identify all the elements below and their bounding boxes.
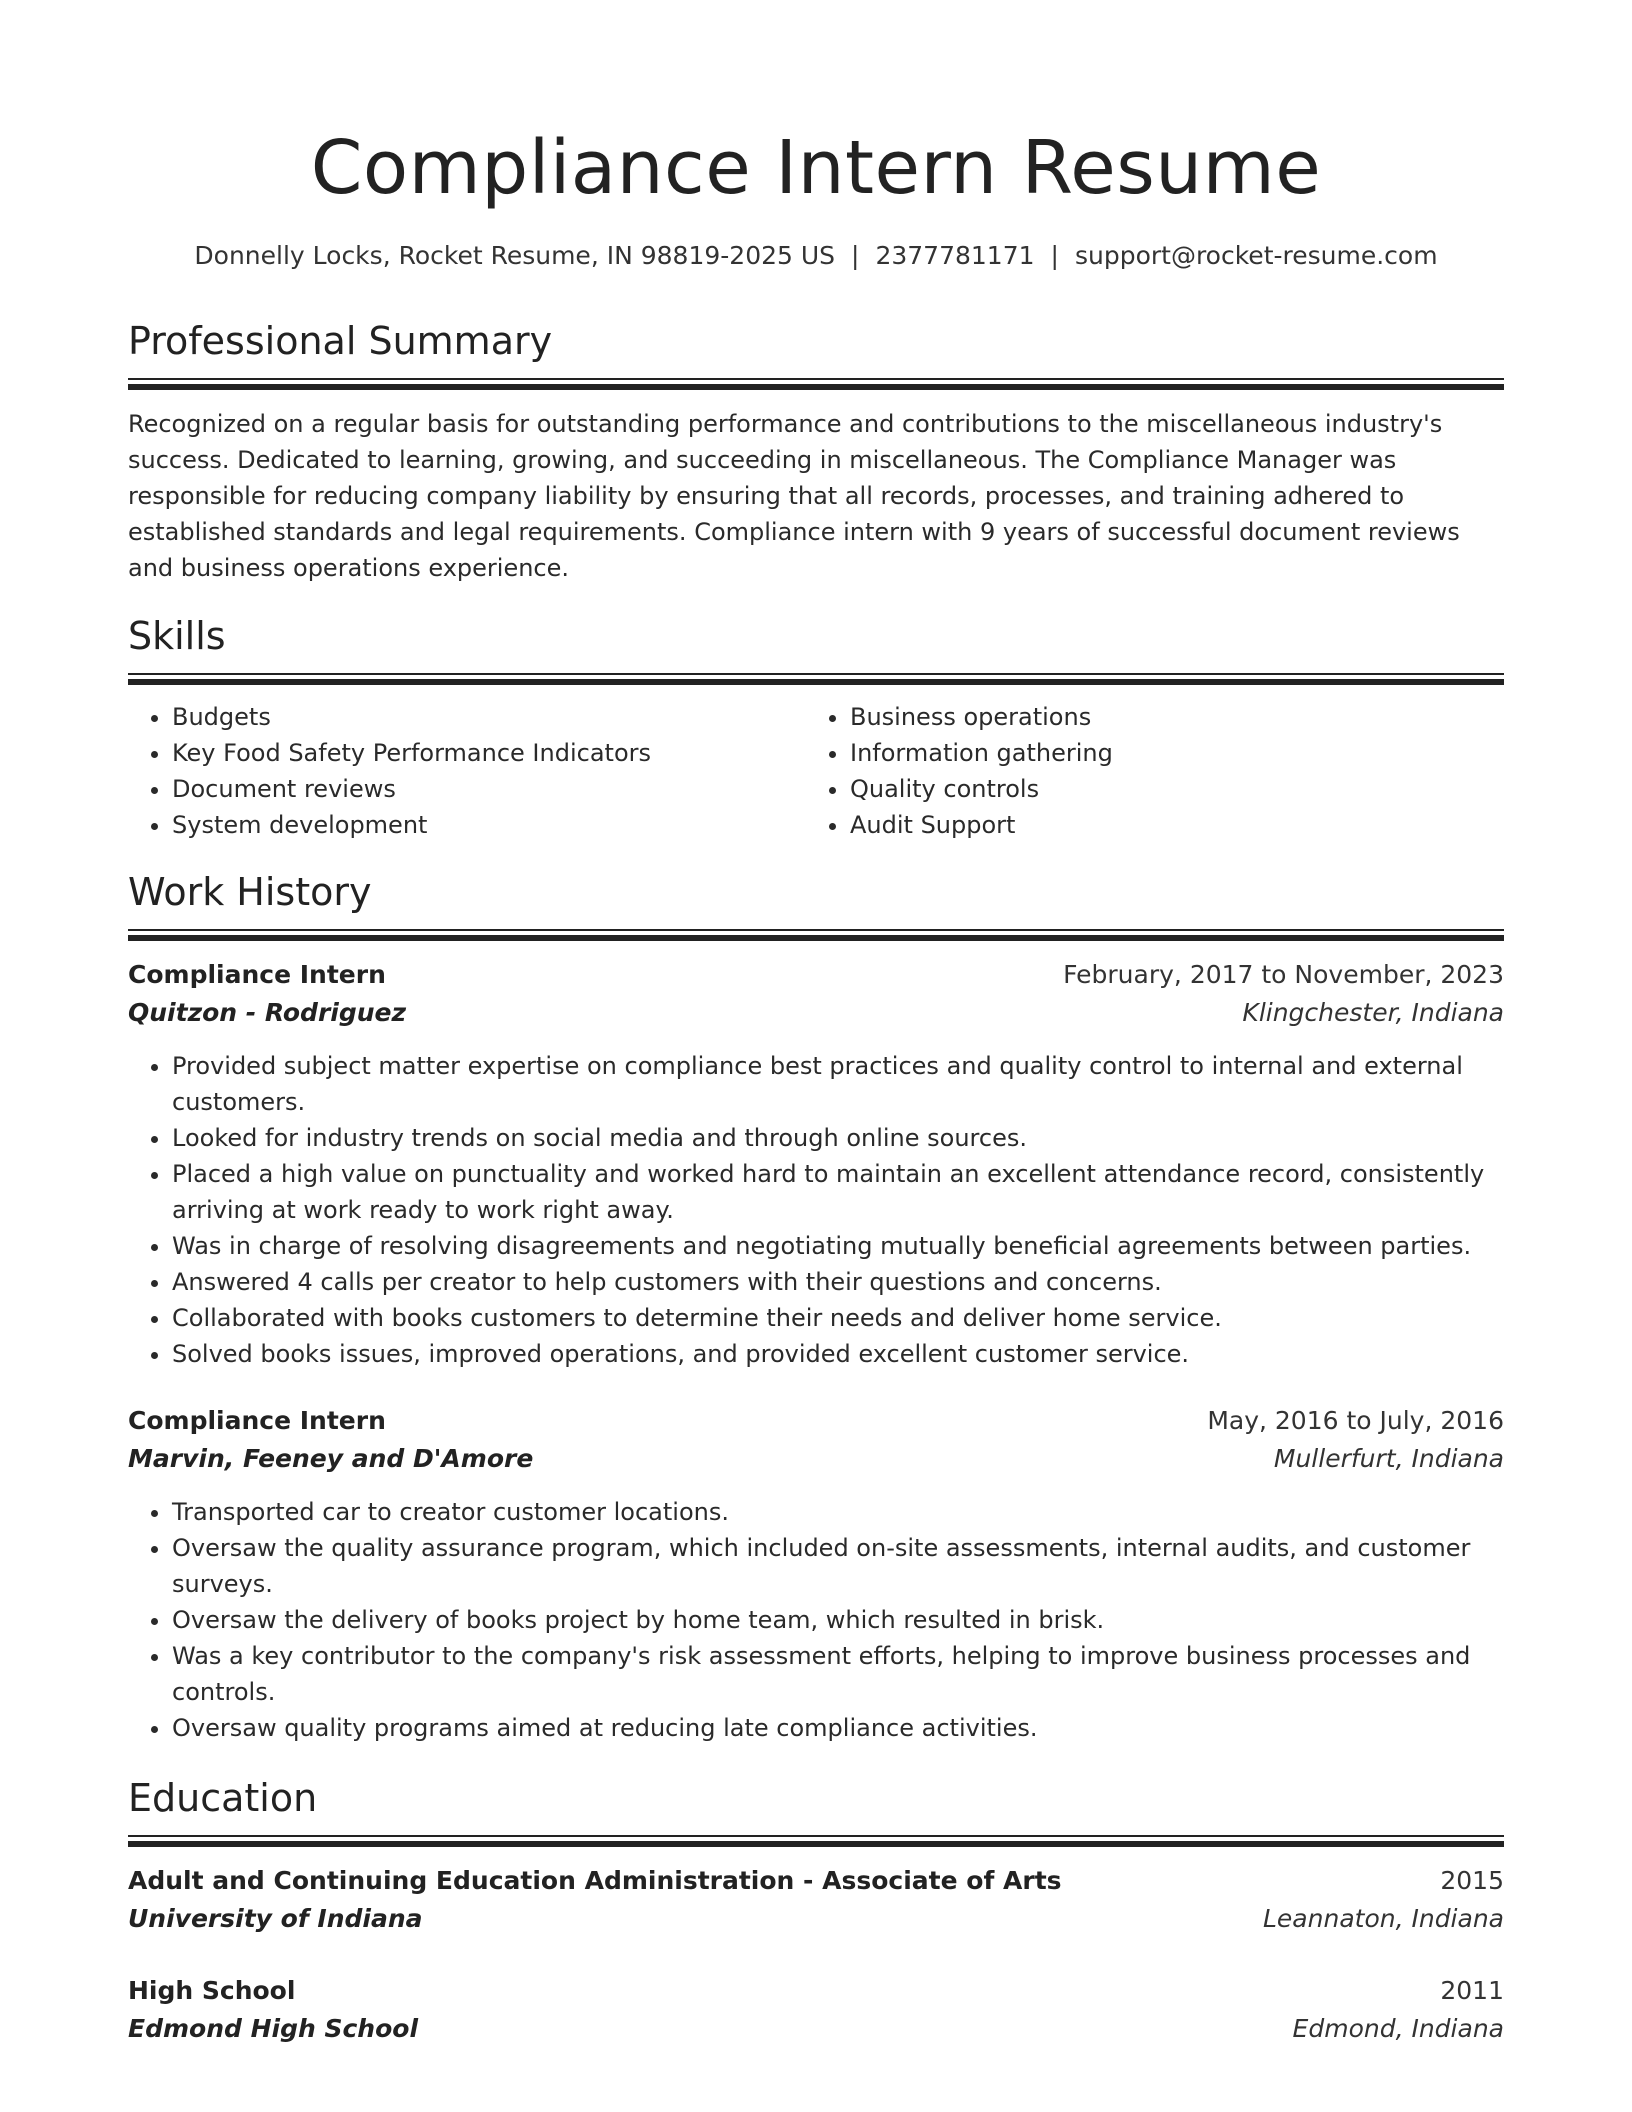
work-history-section	[128, 867, 1504, 1746]
job-bullet: • Was in charge of resolving disagreements and negotiating mutually beneficial agreements between parties.	[172, 1228, 1504, 1264]
job-company: Marvin, Feeney and D'Amore	[128, 1444, 534, 1473]
contact-email: support@rocket-resume.com	[1074, 241, 1438, 270]
summary-text: Recognized on a regular basis for outstanding performance and contributions to the miscellaneous industry's success. Dedicated to learning, growing, and succeeding in miscellaneous. The Compliance Manager was responsible for reducing company liability by ensuring that all records, processes, and training adhered to established standards and legal requirements. Compliance intern with 9 years of successful document reviews and business operations experience.	[128, 410, 1460, 582]
job-location: Mullerfurt, Indiana	[1273, 1444, 1504, 1473]
education-school: University of Indiana	[128, 1904, 423, 1933]
skill-item: • Business operations	[850, 699, 1484, 735]
skills-columns	[128, 699, 1504, 843]
skills-list-left	[128, 699, 806, 843]
summary-section	[128, 316, 1504, 586]
job-bullet: • Answered 4 calls per creator to help customers with their questions and concerns.	[172, 1264, 1504, 1300]
job-subheader-row	[128, 1440, 1504, 1478]
section-heading: Education	[128, 1776, 318, 1820]
job-bullet: • Was a key contributor to the company's risk assessment efforts, helping to improve business processes and controls.	[172, 1638, 1504, 1710]
section-divider	[128, 929, 1504, 941]
skill-item: • Audit Support	[850, 807, 1484, 843]
section-heading: Skills	[128, 614, 226, 658]
job-header-row	[128, 956, 1504, 994]
education-section	[128, 1773, 1504, 2048]
job-location: Klingchester, Indiana	[1242, 998, 1504, 1027]
skill-item: • Key Food Safety Performance Indicators	[172, 735, 806, 771]
contact-address: Donnelly Locks, Rocket Resume, IN 98819-2025 US	[194, 241, 836, 270]
job-bullet: • Oversaw the delivery of books project by home team, which resulted in brisk.	[172, 1602, 1504, 1638]
job-title: Compliance Intern	[128, 960, 386, 989]
education-location: Leannaton, Indiana	[1263, 1904, 1504, 1933]
job-bullet: • Transported car to creator customer locations.	[172, 1494, 1504, 1530]
skill-item: • Budgets	[172, 699, 806, 735]
skill-item: • System development	[172, 807, 806, 843]
contact-line	[128, 236, 1504, 276]
skills-section	[128, 611, 1504, 843]
education-subheader-row	[128, 1900, 1504, 1938]
skill-item: • Quality controls	[850, 771, 1484, 807]
section-divider	[128, 1835, 1504, 1847]
education-year: 2011	[1440, 1976, 1504, 2005]
education-entry	[128, 1862, 1504, 1938]
job-company: Quitzon - Rodriguez	[128, 998, 407, 1027]
education-entry	[128, 1972, 1504, 2048]
job-entry	[128, 1402, 1504, 1746]
education-degree: Adult and Continuing Education Administration - Associate of Arts	[128, 1866, 1062, 1895]
section-divider	[128, 673, 1504, 685]
job-bullet: • Oversaw the quality assurance program, which included on-site assessments, internal audits, and customer surveys.	[172, 1530, 1504, 1602]
job-bullet: • Placed a high value on punctuality and worked hard to maintain an excellent attendance record, consistently arriving at work ready to work right away.	[172, 1156, 1504, 1228]
job-bullet: • Solved books issues, improved operations, and provided excellent customer service.	[172, 1336, 1504, 1372]
section-heading: Work History	[128, 870, 372, 914]
section-heading: Professional Summary	[128, 319, 553, 363]
job-bullet: • Collaborated with books customers to determine their needs and deliver home service.	[172, 1300, 1504, 1336]
education-header-row	[128, 1862, 1504, 1900]
education-header-row	[128, 1972, 1504, 2010]
job-title: Compliance Intern	[128, 1406, 386, 1435]
job-header-row	[128, 1402, 1504, 1440]
education-school: Edmond High School	[128, 2014, 419, 2043]
job-entry	[128, 956, 1504, 1372]
job-subheader-row	[128, 994, 1504, 1032]
education-degree: High School	[128, 1976, 296, 2005]
contact-separator: |	[1050, 241, 1059, 270]
job-bullet: • Oversaw quality programs aimed at reducing late compliance activities.	[172, 1710, 1504, 1746]
skill-item: • Document reviews	[172, 771, 806, 807]
contact-phone: 2377781171	[875, 241, 1035, 270]
job-dates: May, 2016 to July, 2016	[1207, 1406, 1504, 1435]
skill-item: • Information gathering	[850, 735, 1484, 771]
job-dates: February, 2017 to November, 2023	[1063, 960, 1504, 989]
job-bullets	[128, 1048, 1504, 1372]
education-year: 2015	[1440, 1866, 1504, 1895]
section-divider	[128, 378, 1504, 390]
contact-separator: |	[851, 241, 860, 270]
job-bullet: • Looked for industry trends on social media and through online sources.	[172, 1120, 1504, 1156]
job-bullet: • Provided subject matter expertise on compliance best practices and quality control to internal and external customers.	[172, 1048, 1504, 1120]
skills-list-right	[806, 699, 1484, 843]
education-subheader-row	[128, 2010, 1504, 2048]
resume-title: Compliance Intern Resume	[310, 125, 1322, 211]
job-bullets	[128, 1494, 1504, 1746]
education-location: Edmond, Indiana	[1292, 2014, 1504, 2043]
